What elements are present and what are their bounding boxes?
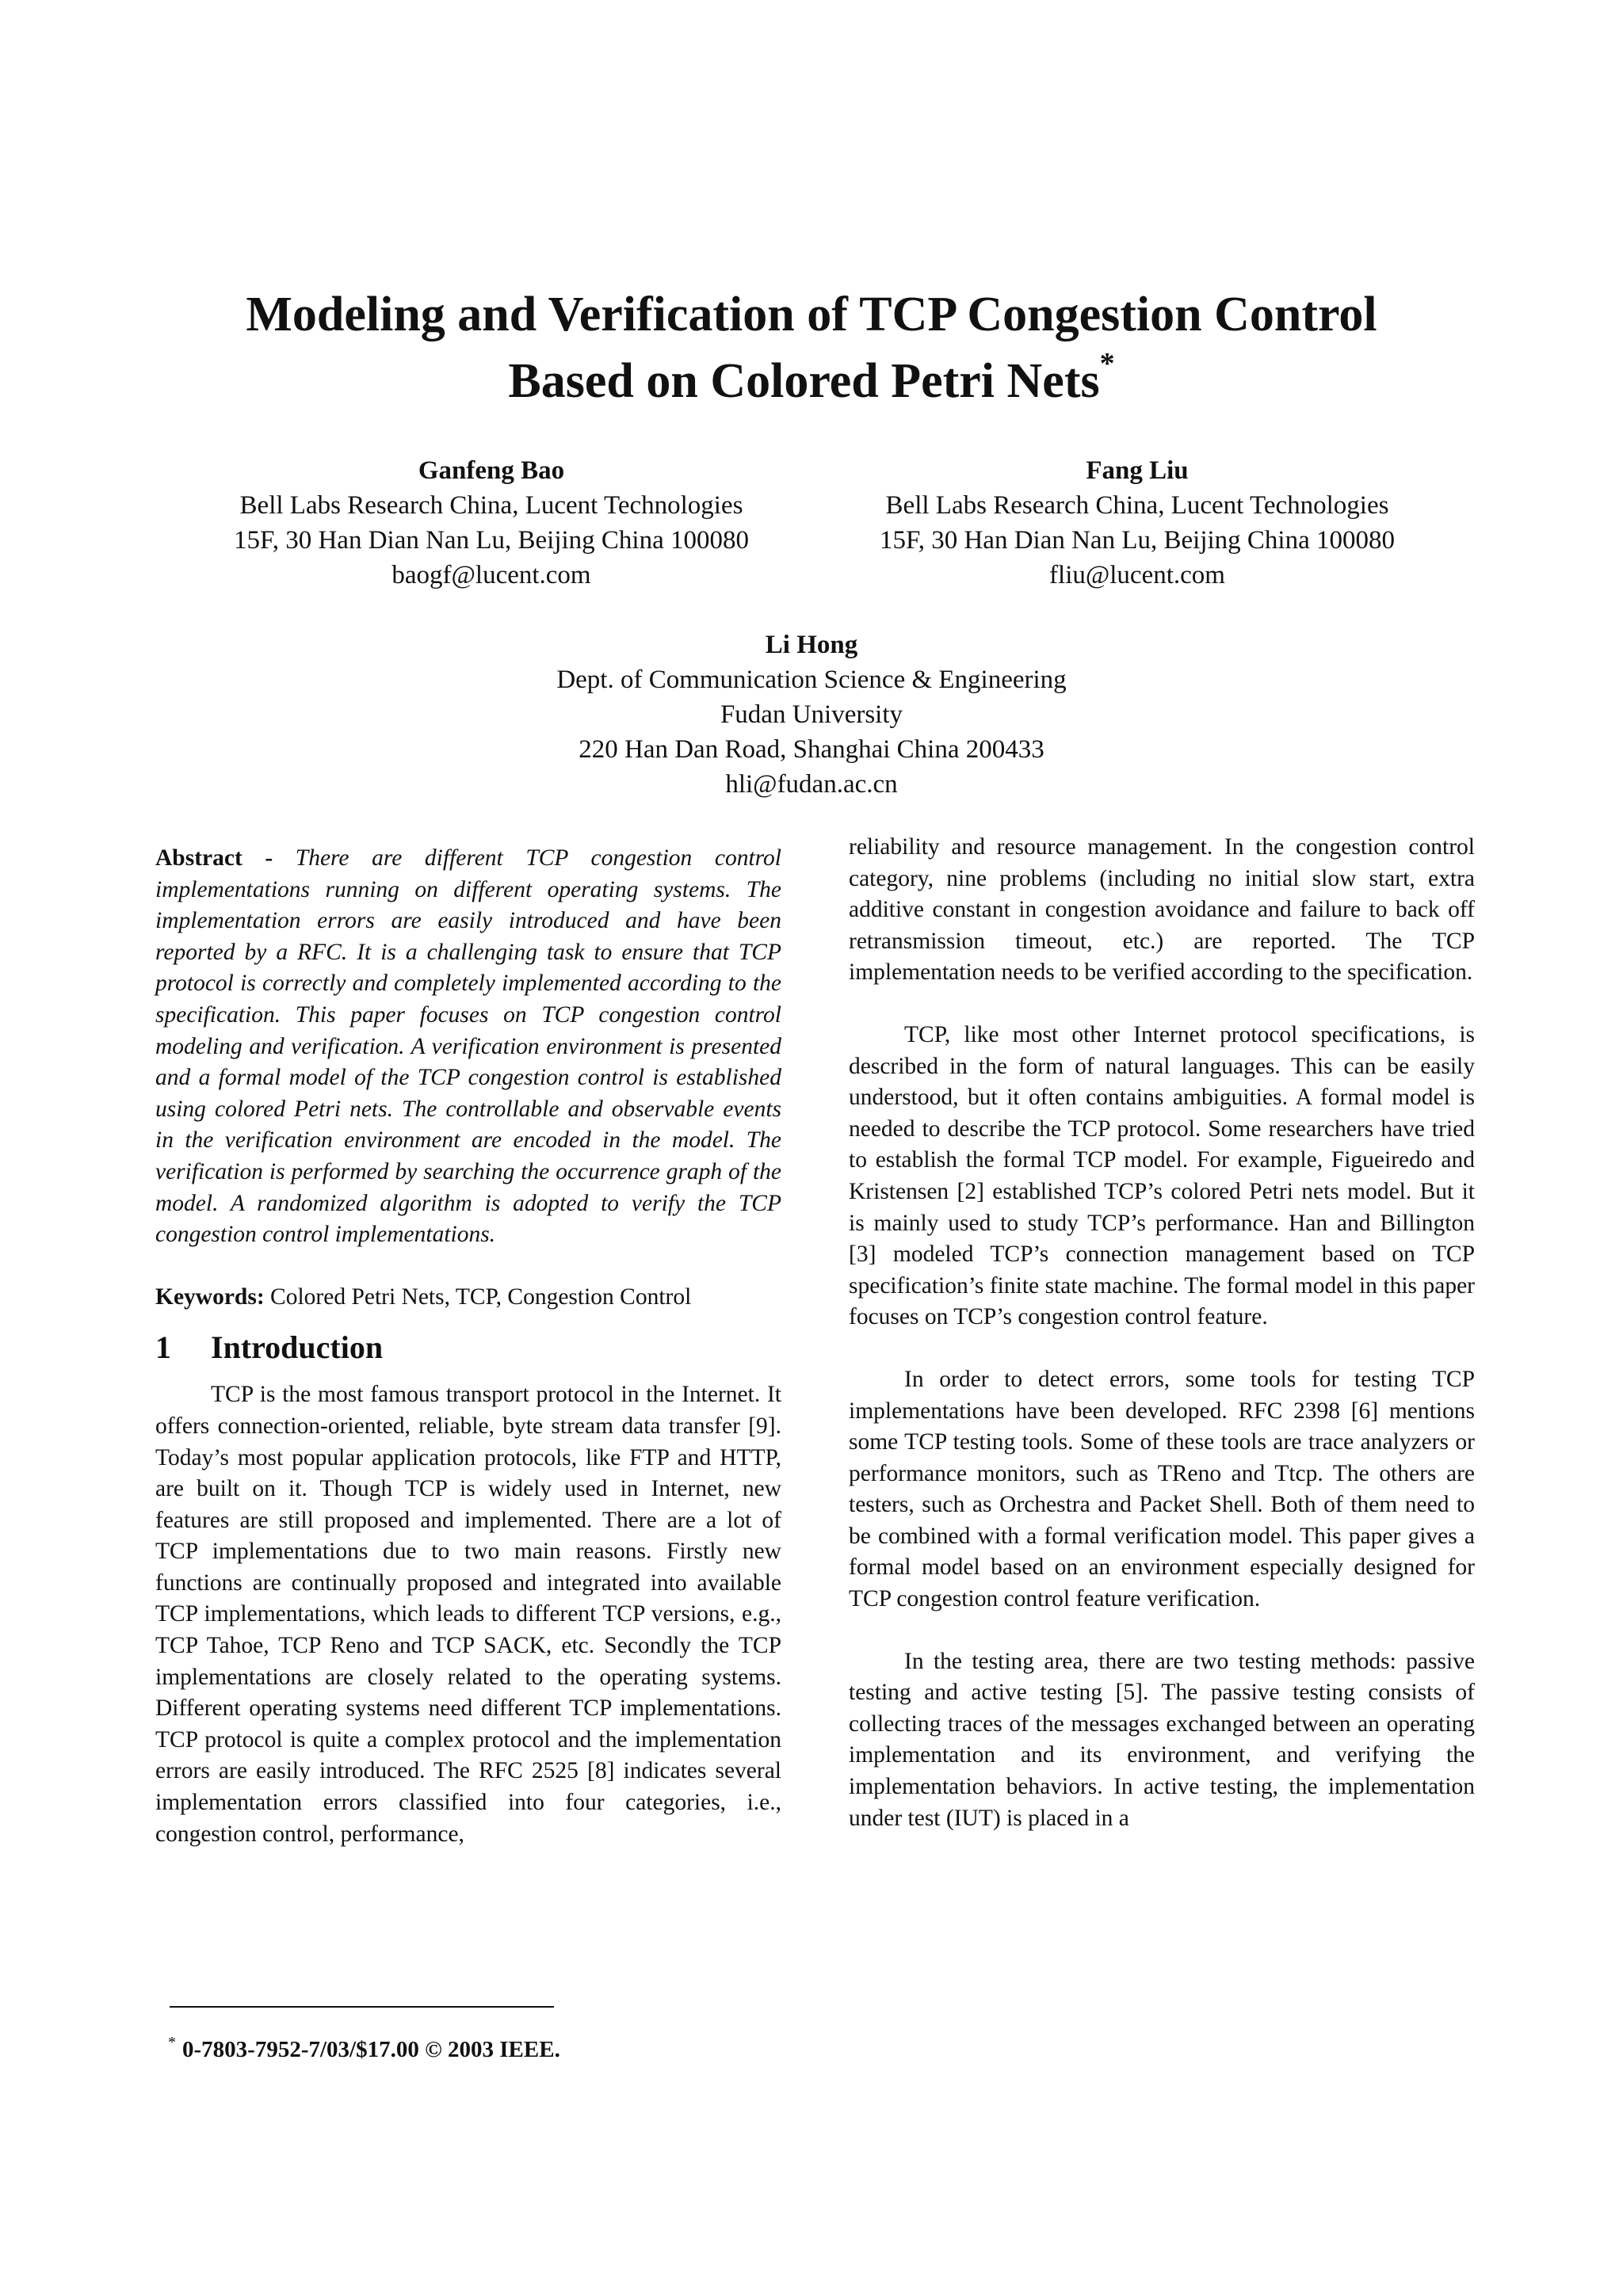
- right-column: [849, 832, 1475, 1834]
- section-heading-introduction: [155, 1327, 781, 1368]
- author-name: Li Hong: [765, 631, 858, 659]
- author-email: hli@fudan.ac.cn: [725, 770, 898, 799]
- author-email: baogf@lucent.com: [391, 561, 591, 589]
- author-department: Dept. of Communication Science & Engineering: [556, 666, 1067, 694]
- footnote-marker: *: [168, 2034, 176, 2051]
- author-affiliation: Bell Labs Research China, Lucent Technologies: [239, 491, 743, 520]
- abstract-label: Abstract -: [155, 845, 273, 871]
- footnote: [168, 2027, 560, 2065]
- author-university: Fudan University: [720, 700, 903, 729]
- title-line-2: Based on Colored Petri Nets: [508, 354, 1100, 408]
- author-block-2: [832, 453, 1442, 593]
- keywords-text: Colored Petri Nets, TCP, Congestion Control: [270, 1283, 692, 1310]
- author-name: Ganfeng Bao: [418, 456, 565, 485]
- keywords-label: Keywords:: [155, 1283, 265, 1310]
- section-number: 1: [155, 1329, 171, 1366]
- intro-paragraph-3: In order to detect errors, some tools for testing TCP implementations have been developed. RFC 2398 [6] mentions some TCP testing tools. Some of these tools are trace analyzers or performance monitors, such as TReno and Ttcp. The others are testers, such as Orchestra and Packet Shell. Both of them need to be combined with a formal verification model. This paper gives a formal model based on an environment especially designed for TCP congestion control feature verification.: [849, 1366, 1475, 1612]
- author-affiliation: Bell Labs Research China, Lucent Technologies: [885, 491, 1389, 520]
- footnote-divider: [170, 2006, 554, 2008]
- author-block-1: [186, 453, 796, 593]
- abstract-text: There are different TCP congestion control implementations running on different operating systems. The implementation errors are easily introduced and have been reported by a RFC. It is a challenging task to ensure that TCP protocol is correctly and completely implemented according to the specification. This paper focuses on TCP congestion control modeling and verification. A verification environment is presented and a formal model of the TCP congestion control is established using colored Petri nets. The controllable and observable events in the verification environment are encoded in the model. The verification is performed by searching the occurrence graph of the model. A randomized algorithm is adopted to verify the TCP congestion control implementations.: [155, 845, 781, 1248]
- section-title: Introduction: [211, 1329, 384, 1366]
- title-line-1: Modeling and Verification of TCP Congestion Control: [246, 288, 1377, 341]
- intro-paragraph-1-continued: reliability and resource management. In the congestion control category, nine problems (including no initial slow start, extra additive constant in congestion avoidance and failure to back off retransmission timeout, etc.) are reported. The TCP implementation needs to be verified according to the specification.: [849, 834, 1475, 986]
- left-column: [155, 843, 781, 1850]
- abstract: [155, 843, 781, 1251]
- intro-paragraph-4: In the testing area, there are two testing methods: passive testing and active testing [5]. The passive testing consists of collecting traces of the messages exchanged between an operating implementation and its environment, and verifying the implementation behaviors. In active testing, the implementation under test (IUT) is placed in a: [849, 1648, 1475, 1831]
- keywords: [155, 1282, 781, 1314]
- author-address: 15F, 30 Han Dian Nan Lu, Beijing China 100080: [880, 526, 1395, 555]
- title-footnote-marker: *: [1099, 347, 1115, 380]
- author-name: Fang Liu: [1086, 456, 1189, 485]
- author-address: 220 Han Dan Road, Shanghai China 200433: [579, 735, 1044, 764]
- intro-paragraph-1: TCP is the most famous transport protocol in the Internet. It offers connection-oriented, reliable, byte stream data transfer [9]. Today’s most popular application protocols, like FTP and HTTP, are built on it. Though TCP is widely used in Internet, new features are still proposed and implemented. There are a lot of TCP implementations due to two main reasons. Firstly new functions are continually proposed and integrated into available TCP implementations, which leads to different TCP versions, e.g., TCP Tahoe, TCP Reno and TCP SACK, etc. Secondly the TCP implementations are closely related to the operating systems. Different operating systems need different TCP implementations. TCP protocol is quite a complex protocol and the implementation errors are easily introduced. The RFC 2525 [8] indicates several implementation errors classified into four categories, i.e., congestion control, performance,: [155, 1382, 781, 1847]
- paper-title: [0, 281, 1623, 414]
- author-email: fliu@lucent.com: [1049, 561, 1225, 589]
- author-address: 15F, 30 Han Dian Nan Lu, Beijing China 100080: [234, 526, 749, 555]
- intro-paragraph-2: TCP, like most other Internet protocol specifications, is described in the form of natural languages. This can be easily understood, but it often contains ambiguities. A formal model is needed to describe the TCP protocol. Some researchers have tried to establish the formal TCP model. For example, Figueiredo and Kristensen [2] established TCP’s colored Petri nets model. But it is mainly used to study TCP’s performance. Han and Billington [3] modeled TCP’s connection management based on TCP specification’s finite state machine. The formal model in this paper focuses on TCP’s congestion control feature.: [849, 1021, 1475, 1330]
- author-block-3: [455, 627, 1168, 802]
- footnote-text: 0-7803-7952-7/03/$17.00 © 2003 IEEE.: [182, 2037, 560, 2062]
